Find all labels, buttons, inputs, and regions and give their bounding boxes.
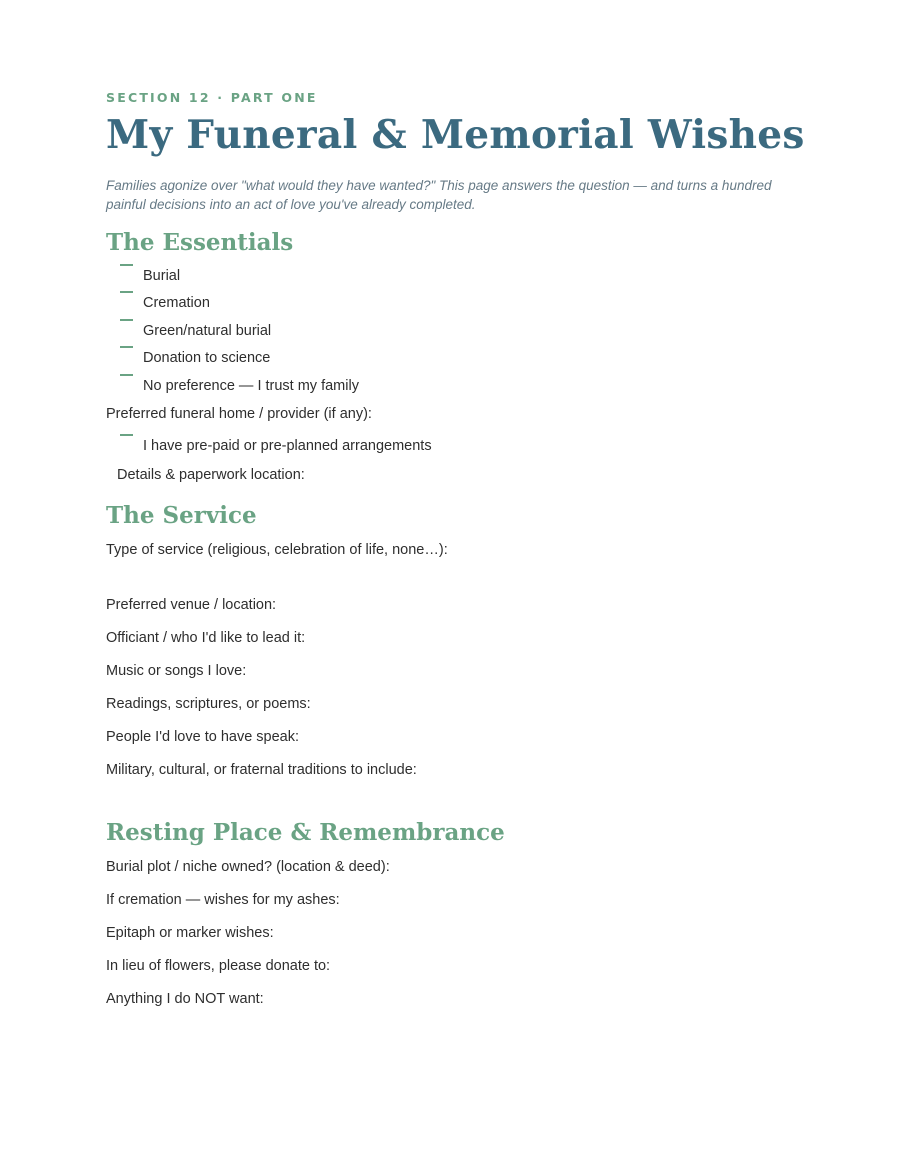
burial-plot-label: Burial plot / niche owned? (location & deed): — [106, 859, 390, 875]
option-label: I have pre-paid or pre-planned arrangements — [143, 438, 432, 454]
option-preplanned[interactable] — [120, 434, 432, 456]
provider-field-label: Preferred funeral home / provider (if any): — [106, 406, 372, 422]
resting-place-heading: Resting Place & Remembrance — [106, 819, 505, 846]
speakers-label: People I'd love to have speak: — [106, 729, 300, 745]
details-field-label: Details & paperwork location: — [117, 467, 305, 483]
service-type-label: Type of service (religious, celebration of life, none…): — [106, 542, 448, 558]
donate-label: In lieu of flowers, please donate to: — [106, 958, 331, 974]
venue-label: Preferred venue / location: — [106, 597, 277, 613]
option-label: Cremation — [143, 295, 210, 311]
option-no-preference[interactable] — [120, 374, 359, 396]
music-label: Music or songs I love: — [106, 663, 247, 679]
option-label: No preference — I trust my family — [143, 378, 359, 394]
do-not-want-label: Anything I do NOT want: — [106, 991, 264, 1007]
section-eyebrow: SECTION 12 · PART ONE — [106, 90, 318, 105]
option-label: Green/natural burial — [143, 323, 272, 339]
option-label: Donation to science — [143, 350, 271, 366]
checkbox[interactable] — [120, 434, 134, 448]
checkbox[interactable] — [120, 374, 134, 388]
worksheet-page — [106, 0, 806, 1165]
ashes-label: If cremation — wishes for my ashes: — [106, 892, 340, 908]
intro-text: Families agonize over "what would they have wanted?" This page answers the question — and turns a hundred painful decisions into an act of love you've already completed. — [106, 178, 772, 212]
readings-label: Readings, scriptures, or poems: — [106, 696, 311, 712]
option-donation-to-science[interactable] — [120, 346, 270, 368]
epitaph-label: Epitaph or marker wishes: — [106, 925, 274, 941]
checkbox[interactable] — [120, 291, 134, 305]
page-title: My Funeral & Memorial Wishes — [106, 112, 805, 158]
officiant-label: Officiant / who I'd like to lead it: — [106, 630, 306, 646]
traditions-label: Military, cultural, or fraternal traditions to include: — [106, 762, 417, 778]
checkbox[interactable] — [120, 319, 134, 333]
option-label: Burial — [143, 268, 181, 284]
option-green-burial[interactable] — [120, 319, 271, 341]
checkbox[interactable] — [120, 346, 134, 360]
checkbox[interactable] — [120, 264, 134, 278]
option-cremation[interactable] — [120, 291, 210, 313]
essentials-heading: The Essentials — [106, 229, 294, 256]
option-burial[interactable] — [120, 264, 180, 286]
service-heading: The Service — [106, 502, 257, 529]
